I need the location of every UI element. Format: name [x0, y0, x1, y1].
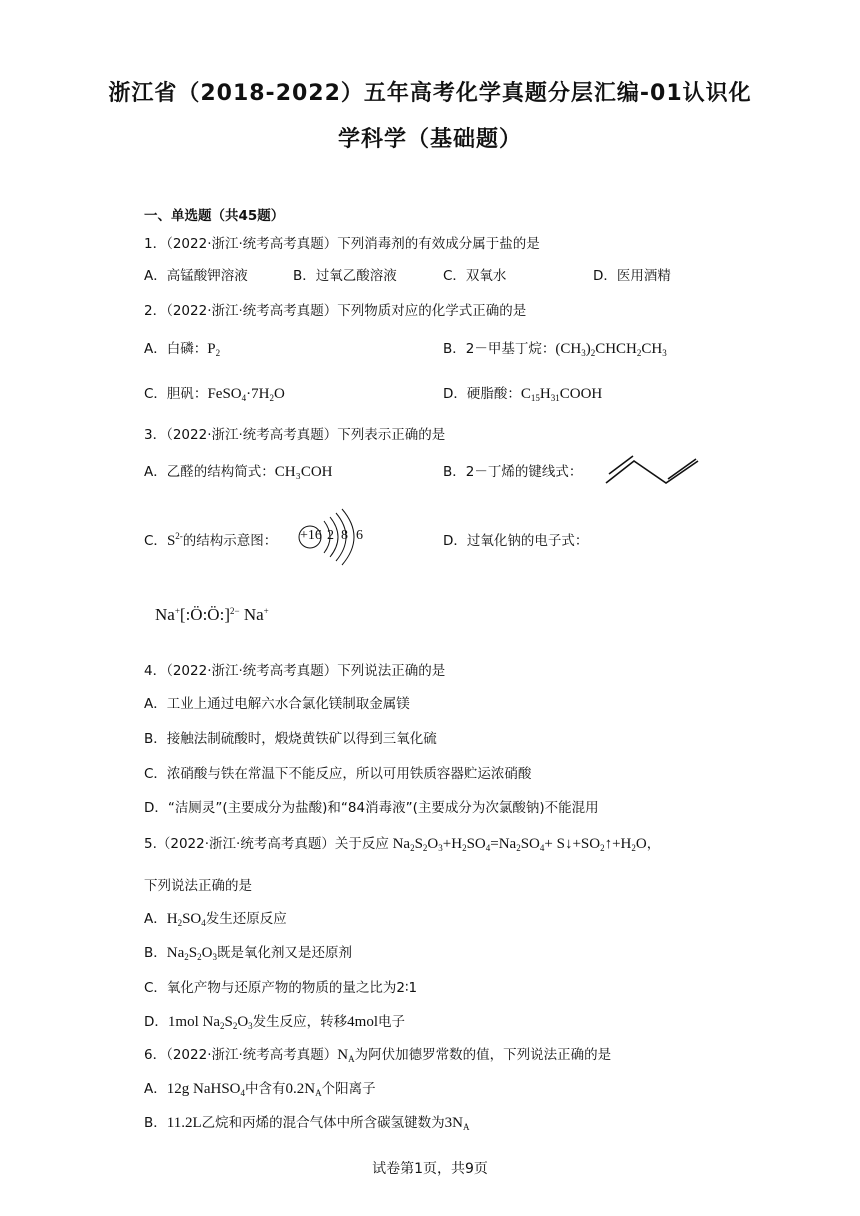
document-title-line-1: 浙江省（2018-2022）五年高考化学真题分层汇编-01认识化	[108, 81, 752, 106]
q3-option-a: A．乙醛的结构简式：CH₃COH	[144, 464, 333, 480]
q5-stem-tail: 下列说法正确的是	[144, 878, 252, 894]
q2-option-c: C．胆矾：$FeSO_4\cdot 7H_2O$	[144, 386, 285, 403]
q3-option-c: C．$S^{2-}$的结构示意图：	[144, 531, 278, 549]
q6-option-b: B．11.2L乙烷和丙烯的混合气体中所含碳氢键数为$3N_A$	[144, 1115, 470, 1132]
q2-option-b: B．2－甲基丁烷：$(CH_3)_2CHCH_2CH_3$	[443, 341, 667, 358]
q3-atom-nucleus-label: +16	[300, 528, 322, 543]
q1-option-c: C．双氧水	[443, 268, 507, 284]
q5-option-b: B．$Na_2S_2O_3$既是氧化剂又是还原剂	[144, 945, 352, 962]
q1-stem: 1．（2022·浙江·统考高考真题）下列消毒剂的有效成分属于盐的是	[144, 236, 540, 252]
section-heading: 一、单选题（共45题）	[144, 208, 285, 224]
q2-option-a: A．白磷：$P_2$	[144, 341, 221, 358]
atomic-structure-diagram	[296, 513, 376, 567]
q6-stem: 6．（2022·浙江·统考高考真题）$N_A$为阿伏加德罗常数的值，下列说法正确的是	[144, 1047, 612, 1064]
q3-stem: 3．（2022·浙江·统考高考真题）下列表示正确的是	[144, 427, 446, 443]
q3-shell-1: 2	[327, 528, 334, 543]
q2-stem: 2．（2022·浙江·统考高考真题）下列物质对应的化学式正确的是	[144, 303, 527, 319]
q4-option-b: B．接触法制硫酸时，煅烧黄铁矿以得到三氧化硫	[144, 731, 437, 747]
page-footer: 试卷第1页，共9页	[372, 1161, 488, 1177]
q4-option-d: D．“洁厕灵”(主要成分为盐酸)和“84消毒液”(主要成分为次氯酸钠)不能混用	[144, 800, 599, 816]
q5-option-a: A．$H_2SO_4$发生还原反应	[144, 911, 287, 928]
q1-option-b: B．过氧乙酸溶液	[293, 268, 397, 284]
q2-option-d: D．硬脂酸：$C_{15}H_{31}COOH$	[443, 386, 603, 403]
q4-stem: 4．（2022·浙江·统考高考真题）下列说法正确的是	[144, 663, 446, 679]
q6-option-a: A．12g NaHSO$_4$中含有$0.2N_A$个阳离子	[144, 1081, 376, 1098]
q3-option-b: B．2－丁烯的键线式：	[443, 464, 583, 480]
butene-skeletal-formula	[604, 455, 700, 487]
q1-option-a: A．高锰酸钾溶液	[144, 268, 248, 284]
q3-shell-3: 6	[356, 528, 363, 543]
q4-option-a: A．工业上通过电解六水合氯化镁制取金属镁	[144, 696, 410, 712]
q5-option-d: D．1mol $Na_2S_2O_3$发生反应，转移4mol电子	[144, 1014, 406, 1031]
document-title-line-2: 学科学（基础题）	[337, 127, 522, 152]
q3-shell-2: 8	[341, 528, 348, 543]
sodium-peroxide-electron-formula: Na+[:Ö:Ö:]$^{2-}$ Na+	[155, 605, 269, 624]
q5-option-c: C．氧化产物与还原产物的物质的量之比为2∶1	[144, 980, 418, 996]
q4-option-c: C．浓硝酸与铁在常温下不能反应，所以可用铁质容器贮运浓硝酸	[144, 766, 532, 782]
q5-stem: 5.（2022·浙江·统考高考真题）关于反应 $Na_2S_2O_3+H_2SO_4=Na_2SO_4+$ $S↓+SO_2↑+H_2O$，	[144, 836, 661, 853]
q3-option-d: D．过氧化钠的电子式：	[443, 533, 589, 549]
q1-option-d: D．医用酒精	[593, 268, 671, 284]
